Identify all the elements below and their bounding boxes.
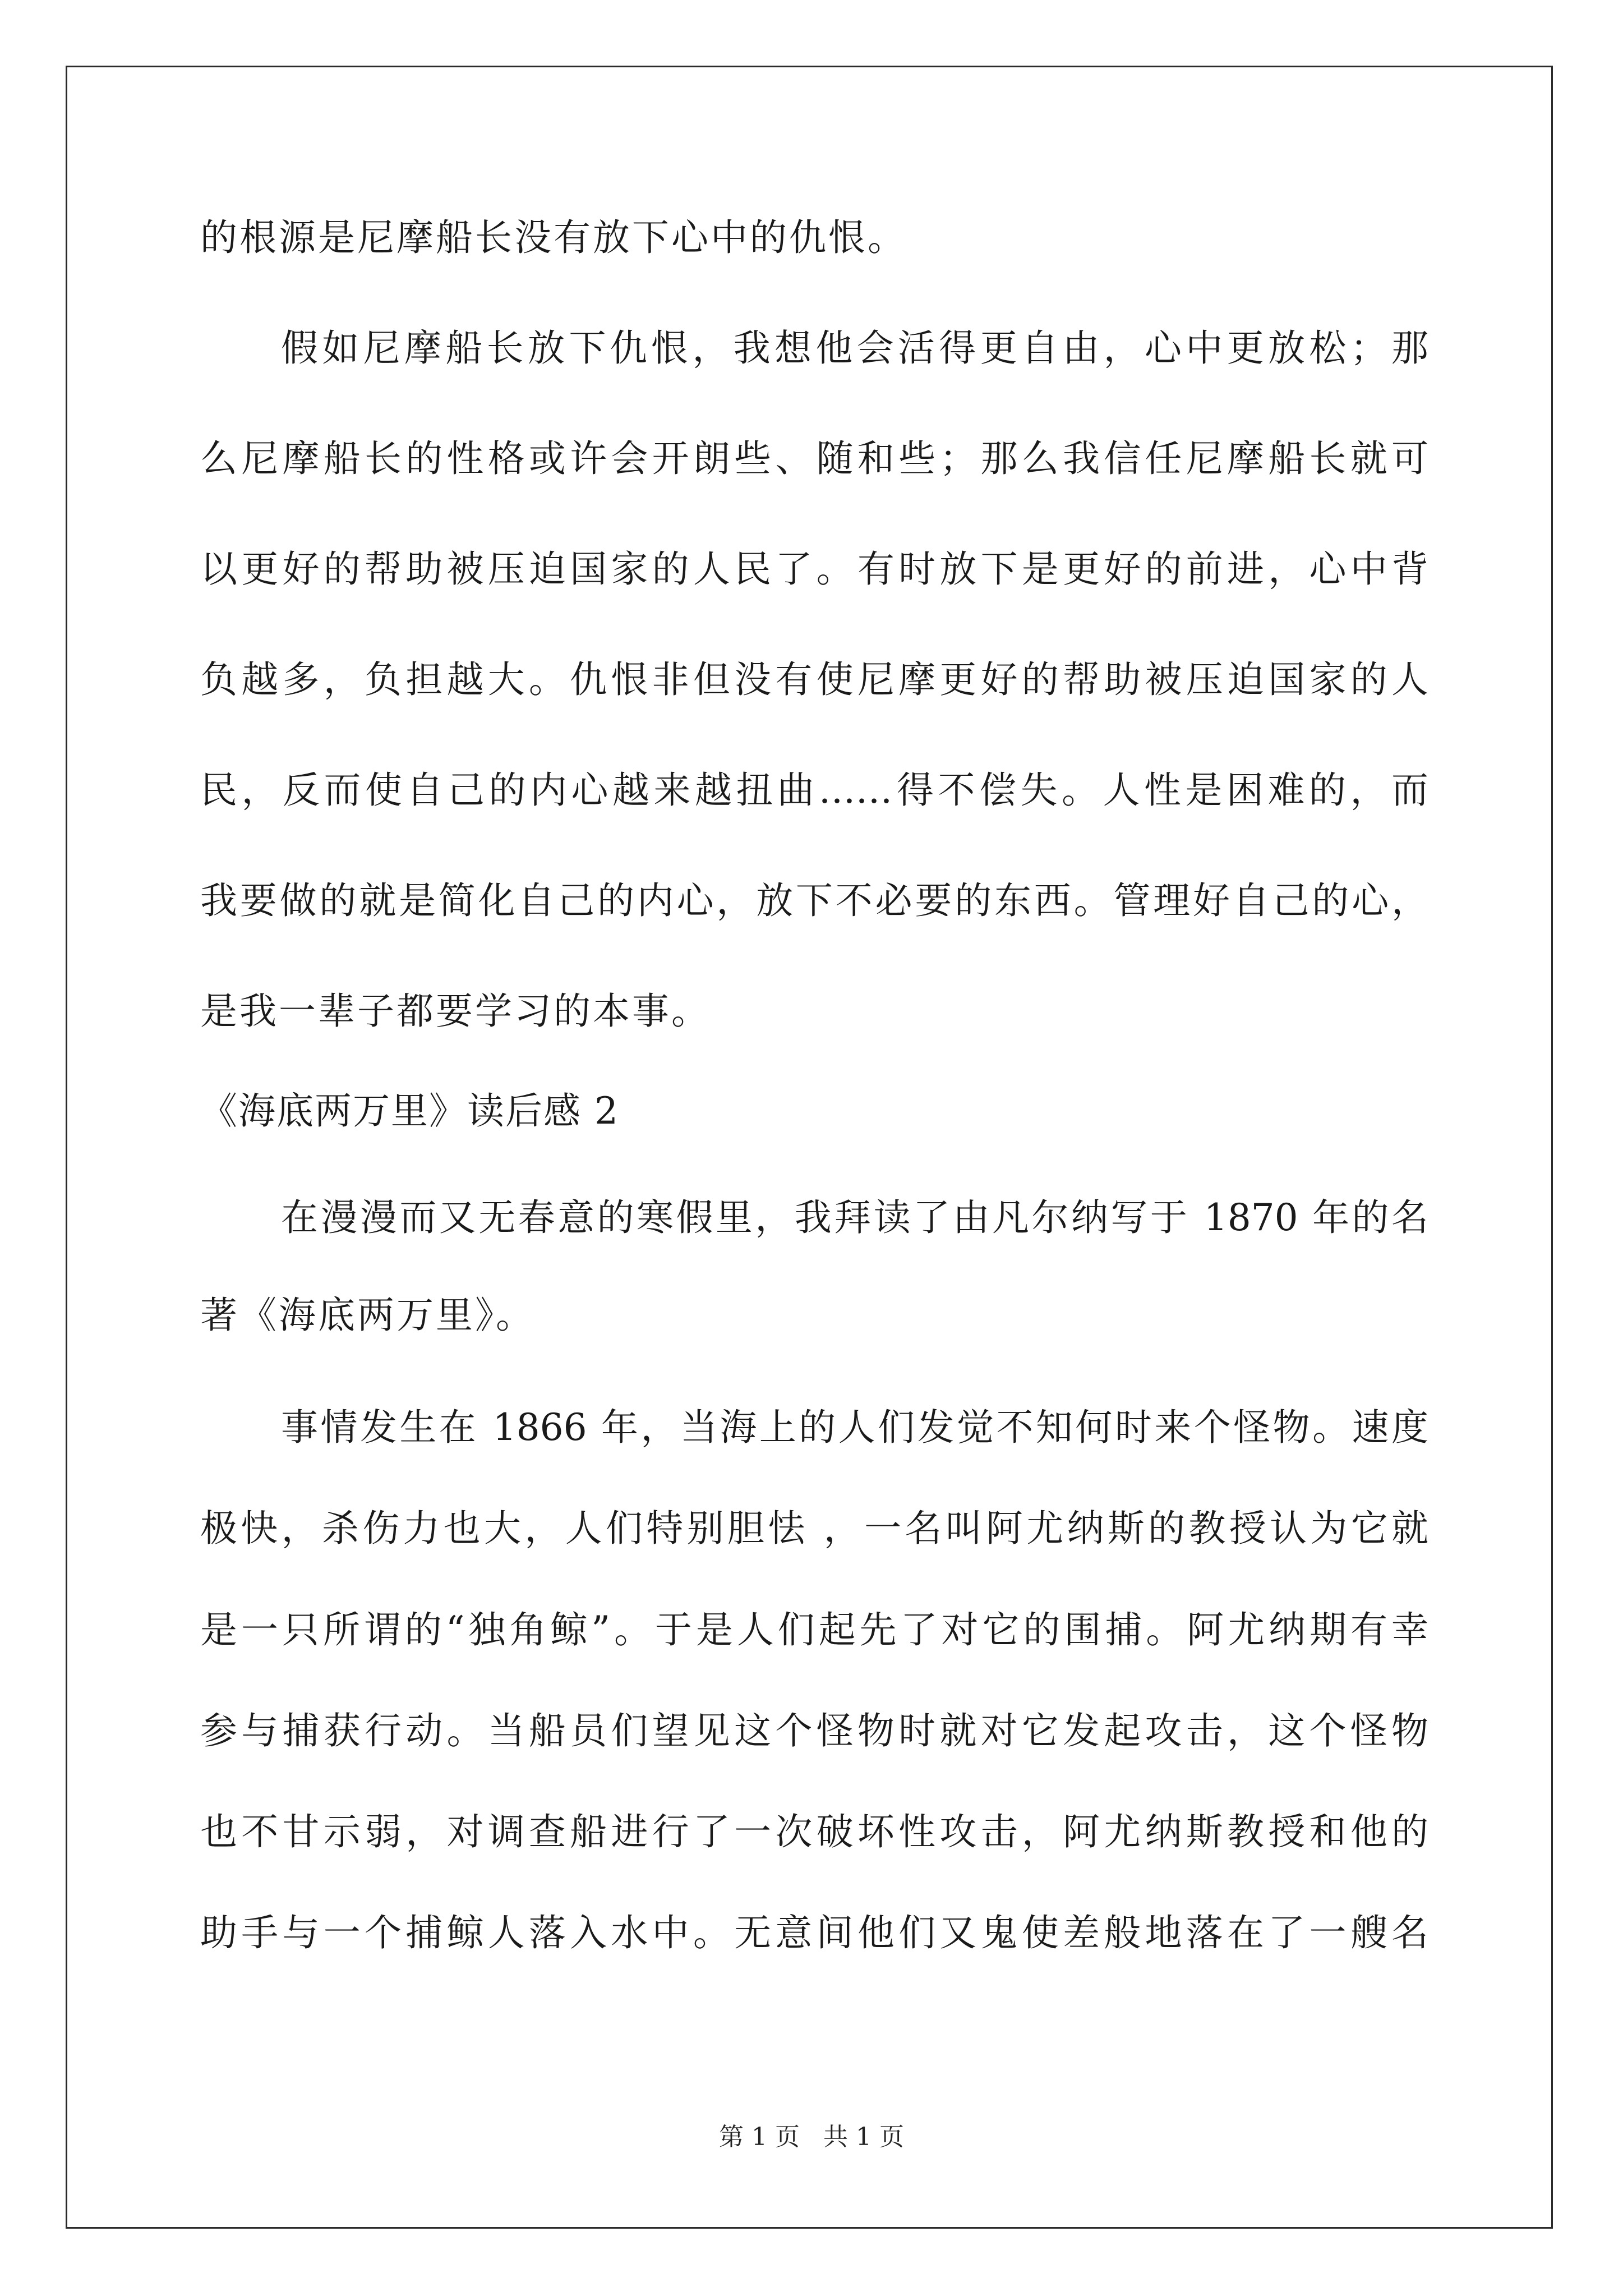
paragraph-line: 助手与一个捕鲸人落入水中。无意间他们又鬼使差般地落在了一艘名 (200, 1911, 1428, 1954)
paragraph-line: 假如尼摩船长放下仇恨，我想他会活得更自由，心中更放松；那 (281, 326, 1428, 370)
paragraph-line: 也不甘示弱，对调查船进行了一次破坏性攻击，阿尤纳斯教授和他的 (200, 1810, 1428, 1853)
paragraph-line: 参与捕获行动。当船员们望见这个怪物时就对它发起攻击，这个怪物 (200, 1709, 1428, 1752)
paragraph-line: 我要做的就是简化自己的内心，放下不必要的东西。管理好自己的心， (200, 879, 1428, 922)
paragraph-line: 事情发生在 1866 年，当海上的人们发觉不知何时来个怪物。速度 (281, 1406, 1428, 1449)
paragraph-line: 极快，杀伤力也大，人们特别胆怯 ，一名叫阿尤纳斯的教授认为它就 (200, 1507, 1428, 1550)
text-line: 的根源是尼摩船长没有放下心中的仇恨。 (200, 216, 907, 259)
section-heading: 《海底两万里》读后感 2 (200, 1089, 619, 1133)
paragraph-line: 是一只所谓的“独角鲸”。于是人们起先了对它的围捕。阿尤纳期有幸 (200, 1608, 1428, 1651)
paragraph-line: 么尼摩船长的性格或许会开朗些、随和些；那么我信任尼摩船长就可 (200, 437, 1428, 480)
paragraph-line: 以更好的帮助被压迫国家的人民了。有时放下是更好的前进，心中背 (200, 547, 1428, 591)
paragraph-line: 民，反而使自己的内心越来越扭曲……得不偿失。人性是困难的，而 (200, 769, 1428, 812)
paragraph-line: 在漫漫而又无春意的寒假里，我拜读了由凡尔纳写于 1870 年的名 (281, 1196, 1428, 1239)
page-border (66, 66, 1553, 2229)
paragraph-line: 负越多，负担越大。仇恨非但没有使尼摩更好的帮助被压迫国家的人 (200, 658, 1428, 701)
paragraph-line: 著《海底两万里》。 (200, 1294, 535, 1337)
page-number: 第 1 页 (719, 2123, 800, 2151)
page-footer (0, 2120, 1623, 2154)
page-total: 共 1 页 (823, 2123, 904, 2151)
paragraph-line: 是我一辈子都要学习的本事。 (200, 990, 711, 1033)
